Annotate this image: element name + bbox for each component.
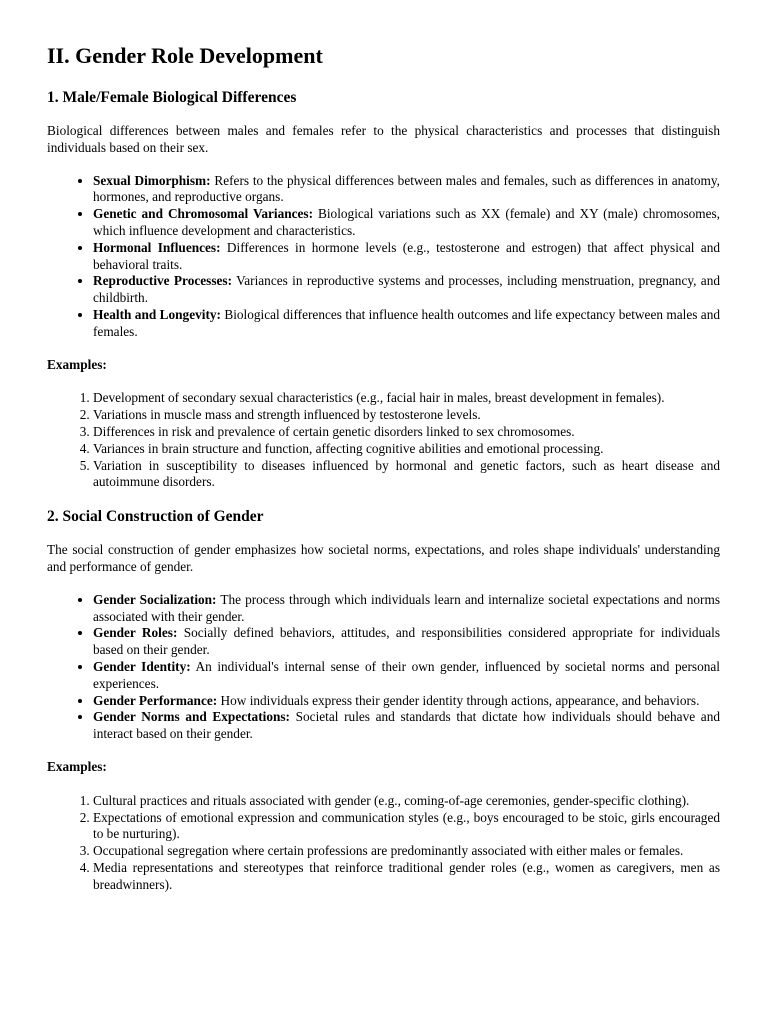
- list-item-term: Gender Socialization:: [93, 591, 217, 607]
- list-item: 1. Development of secondary sexual characteristics (e.g., facial hair in males, breast development in females).: [93, 390, 720, 407]
- list-item-term: Health and Longevity:: [93, 306, 221, 322]
- list-item: [93, 173, 720, 207]
- list-item: 2. Expectations of emotional expression and communication styles (e.g., boys encouraged to be stoic, girls encouraged to be nurturing).: [93, 810, 720, 844]
- list-item-text: The process through which individuals learn and internalize societal expectations and norms associated with their gender.: [93, 591, 720, 624]
- examples-list-biological: [47, 390, 720, 491]
- list-item: 1. Cultural practices and rituals associated with gender (e.g., coming-of-age ceremonies, gender-specific clothing).: [93, 793, 720, 810]
- list-item: [93, 273, 720, 307]
- list-item-term: Sexual Dimorphism:: [93, 172, 211, 188]
- list-item-text: An individual's internal sense of their own gender, influenced by societal norms and personal experiences.: [93, 658, 720, 691]
- list-item: [93, 693, 720, 710]
- section-heading-biological: 1. Male/Female Biological Differences: [47, 89, 297, 106]
- list-item: [93, 206, 720, 240]
- list-item-term: Gender Norms and Expectations:: [93, 709, 290, 725]
- list-item-term: Genetic and Chromosomal Variances:: [93, 206, 314, 222]
- list-item: [93, 307, 720, 341]
- bullet-list-biological: [47, 173, 720, 341]
- examples-list-social: [47, 793, 720, 894]
- list-item: [93, 625, 720, 659]
- list-item-term: Gender Performance:: [93, 692, 218, 708]
- list-item: 5. Variation in susceptibility to diseases influenced by hormonal and genetic factors, such as heart disease and autoimmune disorders.: [93, 458, 720, 492]
- list-item: [93, 240, 720, 274]
- examples-label-biological: Examples:: [47, 356, 107, 372]
- list-item-text: Biological variations such as XX (female) and XY (male) chromosomes, which influence development and characteristics.: [93, 206, 721, 238]
- list-item: [93, 592, 720, 626]
- list-item: 2. Variations in muscle mass and strength influenced by testosterone levels.: [93, 407, 720, 424]
- list-item-text: Biological differences that influence health outcomes and life expectancy between males and females.: [93, 306, 720, 339]
- section-intro-social: The social construction of gender emphasizes how societal norms, expectations, and roles shape individuals' understanding and performance of gender.: [47, 542, 720, 574]
- section-intro-biological: Biological differences between males and females refer to the physical characteristics and processes that distinguish individuals based on their sex.: [47, 123, 720, 155]
- list-item-text: Refers to the physical differences between males and females, such as differences in anatomy, hormones, and reproductive organs.: [93, 172, 720, 205]
- list-item: 3. Occupational segregation where certain professions are predominantly associated with either males or females.: [93, 843, 720, 860]
- examples-label-social: Examples:: [47, 758, 107, 774]
- page-title: II. Gender Role Development: [47, 43, 323, 68]
- list-item-text: Variances in reproductive systems and processes, including menstruation, pregnancy, and childbirth.: [93, 273, 720, 306]
- list-item: 3. Differences in risk and prevalence of certain genetic disorders linked to sex chromosomes.: [93, 424, 720, 441]
- list-item: [93, 709, 720, 743]
- list-item-term: Reproductive Processes:: [93, 273, 233, 289]
- list-item: [93, 659, 720, 693]
- list-item-text: How individuals express their gender identity through actions, appearance, and behaviors.: [217, 692, 700, 708]
- list-item-term: Gender Roles:: [93, 625, 178, 641]
- list-item-text: Socially defined behaviors, attitudes, and responsibilities considered appropriate for individuals based on their gender.: [93, 625, 721, 658]
- bullet-list-social: [47, 592, 720, 743]
- section-heading-social: 2. Social Construction of Gender: [47, 508, 264, 526]
- list-item-text: Differences in hormone levels (e.g., testosterone and estrogen) that affect physical and behavioral traits.: [93, 239, 720, 272]
- list-item-term: Gender Identity:: [93, 658, 191, 674]
- list-item: 4. Variances in brain structure and function, affecting cognitive abilities and emotional processing.: [93, 441, 720, 458]
- list-item-text: Societal rules and standards that dictate how individuals should behave and interact based on their gender.: [93, 709, 720, 742]
- list-item: 4. Media representations and stereotypes that reinforce traditional gender roles (e.g., women as caregivers, men as breadwinners).: [93, 860, 720, 894]
- list-item-term: Hormonal Influences:: [93, 239, 221, 255]
